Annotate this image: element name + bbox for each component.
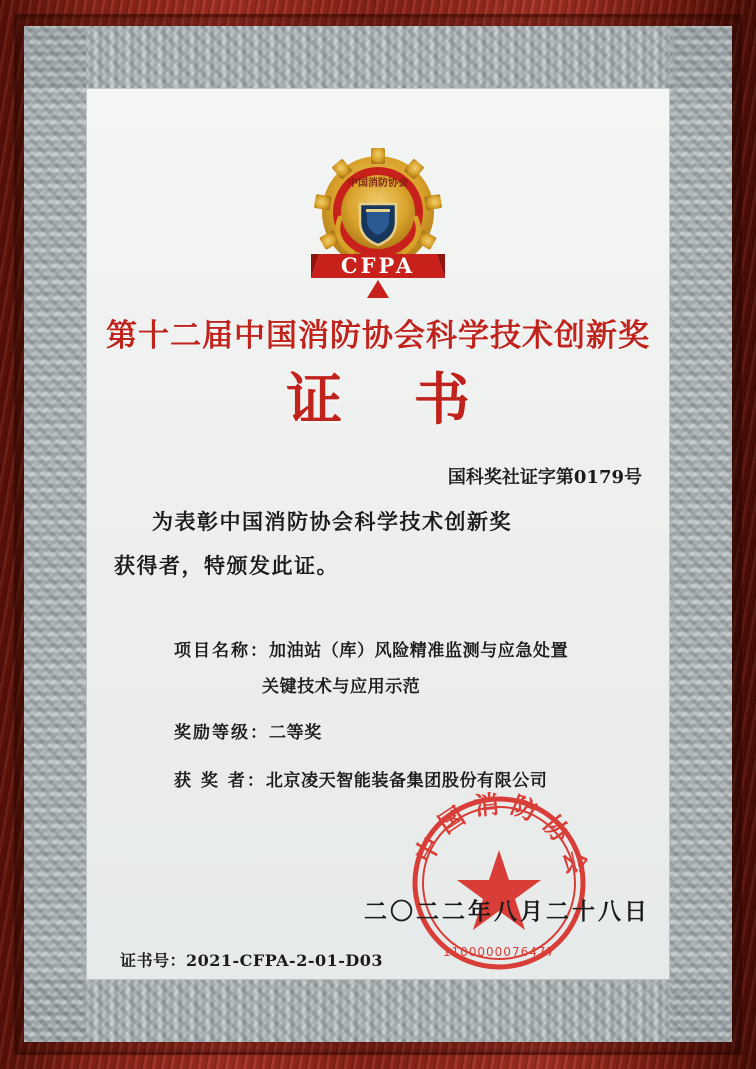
svg-text:1100000076477: 1100000076477 — [442, 945, 556, 959]
certificate-content — [86, 88, 670, 980]
field-award-level — [174, 718, 322, 743]
page-title: 第十二届中国消防协会科学技术创新奖 — [106, 318, 650, 354]
svg-text:中国消防协会: 中国消防协会 — [409, 788, 594, 887]
certificate-id: 证书号：2021-CFPA-2-01-D03 — [120, 951, 384, 970]
citation-line-2: 获得者，特颁发此证。 — [114, 553, 339, 578]
field-award-level-label: 奖励等级： — [174, 723, 269, 743]
svg-text:中国消防协会: 中国消防协会 — [348, 178, 408, 189]
border-pattern-overlay — [670, 26, 732, 1042]
field-recipient-label: 获 奖 者： — [174, 771, 266, 791]
field-project-label: 项目名称： — [174, 641, 269, 661]
certificate-number: 国科奖社证字第0179号 — [447, 467, 642, 488]
official-seal-icon — [404, 788, 594, 978]
field-award-level-value: 二等奖 — [269, 723, 322, 743]
svg-text:CFPA: CFPA — [340, 253, 416, 278]
cfpa-emblem-icon — [293, 146, 463, 301]
border-pattern-overlay — [24, 980, 732, 1042]
citation-line-1: 为表彰中国消防协会科学技术创新奖 — [152, 509, 512, 534]
field-project-name — [174, 636, 568, 661]
certificate-paper — [24, 26, 732, 1042]
decorative-border-bottom — [24, 980, 732, 1042]
certificate-heading: 证 书 — [286, 367, 496, 433]
border-pattern-overlay — [24, 26, 86, 1042]
issue-date: 二〇二二年八月二十八日 — [364, 898, 650, 925]
field-project-value: 加油站（库）风险精准监测与应急处置 — [269, 641, 569, 661]
decorative-border-right — [670, 26, 732, 1042]
decorative-border-top — [24, 26, 732, 88]
border-pattern-overlay — [24, 26, 732, 88]
decorative-border-left — [24, 26, 86, 1042]
field-recipient-value: 北京凌天智能装备集团股份有限公司 — [265, 771, 548, 791]
field-project-name-continued: 关键技术与应用示范 — [262, 677, 421, 697]
